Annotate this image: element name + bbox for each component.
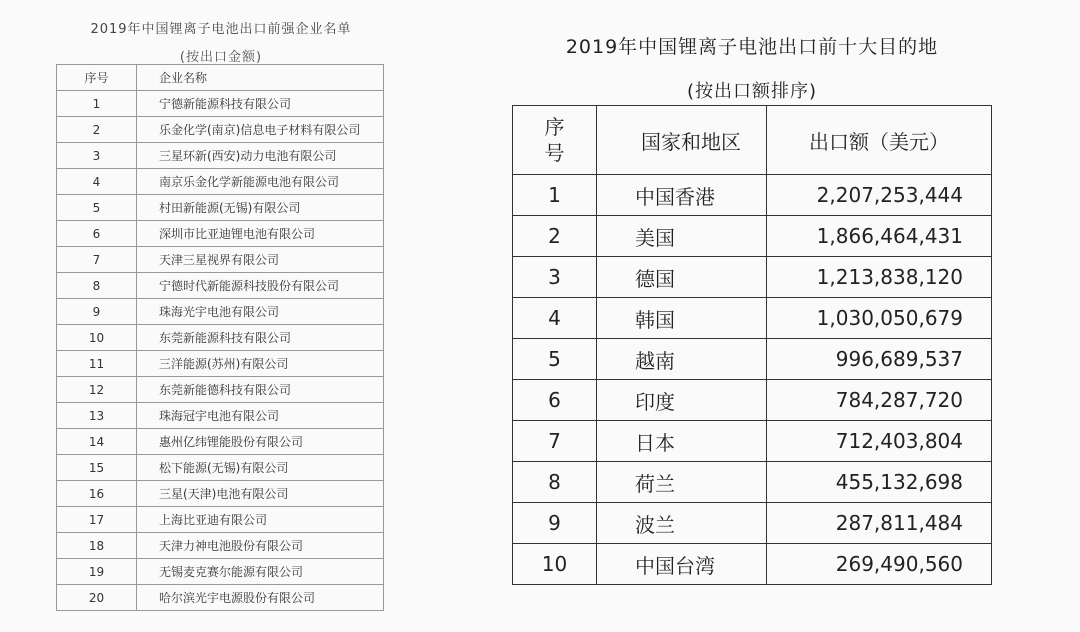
company-seq: 11 bbox=[57, 351, 137, 377]
company-seq: 7 bbox=[57, 247, 137, 273]
destination-seq: 5 bbox=[513, 339, 597, 380]
company-name: 珠海光宇电池有限公司 bbox=[137, 299, 384, 325]
left-title: 2019年中国锂离子电池出口前强企业名单 bbox=[90, 22, 352, 37]
company-seq: 6 bbox=[57, 221, 137, 247]
company-table bbox=[56, 64, 384, 611]
company-row bbox=[57, 507, 384, 533]
destination-table-header bbox=[513, 106, 992, 175]
company-row bbox=[57, 429, 384, 455]
destination-seq: 10 bbox=[513, 544, 597, 585]
company-row bbox=[57, 455, 384, 481]
destination-seq: 8 bbox=[513, 462, 597, 503]
destination-amount: 1,866,464,431 bbox=[767, 216, 992, 257]
company-row bbox=[57, 585, 384, 611]
company-name: 上海比亚迪有限公司 bbox=[137, 507, 384, 533]
company-row bbox=[57, 169, 384, 195]
destination-amount: 269,490,560 bbox=[767, 544, 992, 585]
destination-row bbox=[513, 257, 992, 298]
header-company-name: 企业名称 bbox=[137, 65, 384, 91]
destination-row bbox=[513, 339, 992, 380]
company-name: 三星环新(西安)动力电池有限公司 bbox=[137, 143, 384, 169]
destination-country: 中国香港 bbox=[597, 175, 767, 216]
company-row bbox=[57, 403, 384, 429]
destination-row bbox=[513, 462, 992, 503]
company-row bbox=[57, 377, 384, 403]
company-name: 天津力神电池股份有限公司 bbox=[137, 533, 384, 559]
company-name: 东莞新能德科技有限公司 bbox=[137, 377, 384, 403]
company-name: 松下能源(无锡)有限公司 bbox=[137, 455, 384, 481]
destination-seq: 6 bbox=[513, 380, 597, 421]
company-seq: 3 bbox=[57, 143, 137, 169]
company-seq: 12 bbox=[57, 377, 137, 403]
destination-table bbox=[512, 105, 992, 585]
company-name: 村田新能源(无锡)有限公司 bbox=[137, 195, 384, 221]
company-seq: 15 bbox=[57, 455, 137, 481]
company-name: 无锡麦克赛尔能源有限公司 bbox=[137, 559, 384, 585]
destination-country: 美国 bbox=[597, 216, 767, 257]
destination-amount: 784,287,720 bbox=[767, 380, 992, 421]
destination-country: 印度 bbox=[597, 380, 767, 421]
destination-seq: 2 bbox=[513, 216, 597, 257]
destination-amount: 287,811,484 bbox=[767, 503, 992, 544]
destination-row bbox=[513, 175, 992, 216]
destination-amount: 1,213,838,120 bbox=[767, 257, 992, 298]
company-name: 南京乐金化学新能源电池有限公司 bbox=[137, 169, 384, 195]
company-name: 天津三星视界有限公司 bbox=[137, 247, 384, 273]
header-seq-top: 序 bbox=[544, 115, 565, 139]
company-name: 宁德新能源科技有限公司 bbox=[137, 91, 384, 117]
company-row bbox=[57, 247, 384, 273]
company-name: 珠海冠宇电池有限公司 bbox=[137, 403, 384, 429]
company-row bbox=[57, 351, 384, 377]
header-seq: 序号 bbox=[57, 65, 137, 91]
company-seq: 17 bbox=[57, 507, 137, 533]
company-name: 东莞新能源科技有限公司 bbox=[137, 325, 384, 351]
company-seq: 10 bbox=[57, 325, 137, 351]
company-row bbox=[57, 117, 384, 143]
destination-amount: 712,403,804 bbox=[767, 421, 992, 462]
destination-seq: 3 bbox=[513, 257, 597, 298]
destination-row bbox=[513, 380, 992, 421]
company-seq: 20 bbox=[57, 585, 137, 611]
destination-country: 荷兰 bbox=[597, 462, 767, 503]
company-name: 乐金化学(南京)信息电子材料有限公司 bbox=[137, 117, 384, 143]
right-title: 2019年中国锂离子电池出口前十大目的地 bbox=[565, 36, 939, 58]
header-seq bbox=[513, 106, 597, 175]
company-seq: 4 bbox=[57, 169, 137, 195]
destination-country: 日本 bbox=[597, 421, 767, 462]
destination-country: 中国台湾 bbox=[597, 544, 767, 585]
company-seq: 16 bbox=[57, 481, 137, 507]
destination-amount: 2,207,253,444 bbox=[767, 175, 992, 216]
company-seq: 8 bbox=[57, 273, 137, 299]
company-row bbox=[57, 143, 384, 169]
left-subtitle: (按出口金额) bbox=[179, 50, 263, 65]
company-row bbox=[57, 533, 384, 559]
destination-country: 德国 bbox=[597, 257, 767, 298]
company-seq: 18 bbox=[57, 533, 137, 559]
company-row bbox=[57, 195, 384, 221]
company-seq: 14 bbox=[57, 429, 137, 455]
company-seq: 13 bbox=[57, 403, 137, 429]
destination-country: 波兰 bbox=[597, 503, 767, 544]
company-seq: 1 bbox=[57, 91, 137, 117]
company-seq: 9 bbox=[57, 299, 137, 325]
destination-seq: 4 bbox=[513, 298, 597, 339]
company-seq: 19 bbox=[57, 559, 137, 585]
destination-amount: 996,689,537 bbox=[767, 339, 992, 380]
company-row bbox=[57, 481, 384, 507]
right-subtitle: (按出口额排序) bbox=[686, 81, 818, 102]
header-seq-bottom: 号 bbox=[544, 141, 565, 165]
destination-row bbox=[513, 216, 992, 257]
company-table-header bbox=[57, 65, 384, 91]
destination-country: 越南 bbox=[597, 339, 767, 380]
header-country: 国家和地区 bbox=[597, 106, 767, 175]
destination-seq: 7 bbox=[513, 421, 597, 462]
company-seq: 2 bbox=[57, 117, 137, 143]
destination-row bbox=[513, 503, 992, 544]
destination-row bbox=[513, 298, 992, 339]
destination-country: 韩国 bbox=[597, 298, 767, 339]
destination-seq: 9 bbox=[513, 503, 597, 544]
destination-amount: 455,132,698 bbox=[767, 462, 992, 503]
company-name: 三洋能源(苏州)有限公司 bbox=[137, 351, 384, 377]
company-row bbox=[57, 299, 384, 325]
company-row bbox=[57, 325, 384, 351]
company-row bbox=[57, 559, 384, 585]
company-name: 宁德时代新能源科技股份有限公司 bbox=[137, 273, 384, 299]
company-row bbox=[57, 221, 384, 247]
company-name: 惠州亿纬锂能股份有限公司 bbox=[137, 429, 384, 455]
destination-seq: 1 bbox=[513, 175, 597, 216]
destination-amount: 1,030,050,679 bbox=[767, 298, 992, 339]
company-name: 哈尔滨光宇电源股份有限公司 bbox=[137, 585, 384, 611]
company-seq: 5 bbox=[57, 195, 137, 221]
destination-row bbox=[513, 544, 992, 585]
destination-row bbox=[513, 421, 992, 462]
company-row bbox=[57, 91, 384, 117]
header-amount: 出口额（美元） bbox=[767, 106, 992, 175]
company-row bbox=[57, 273, 384, 299]
company-name: 深圳市比亚迪锂电池有限公司 bbox=[137, 221, 384, 247]
company-name: 三星(天津)电池有限公司 bbox=[137, 481, 384, 507]
